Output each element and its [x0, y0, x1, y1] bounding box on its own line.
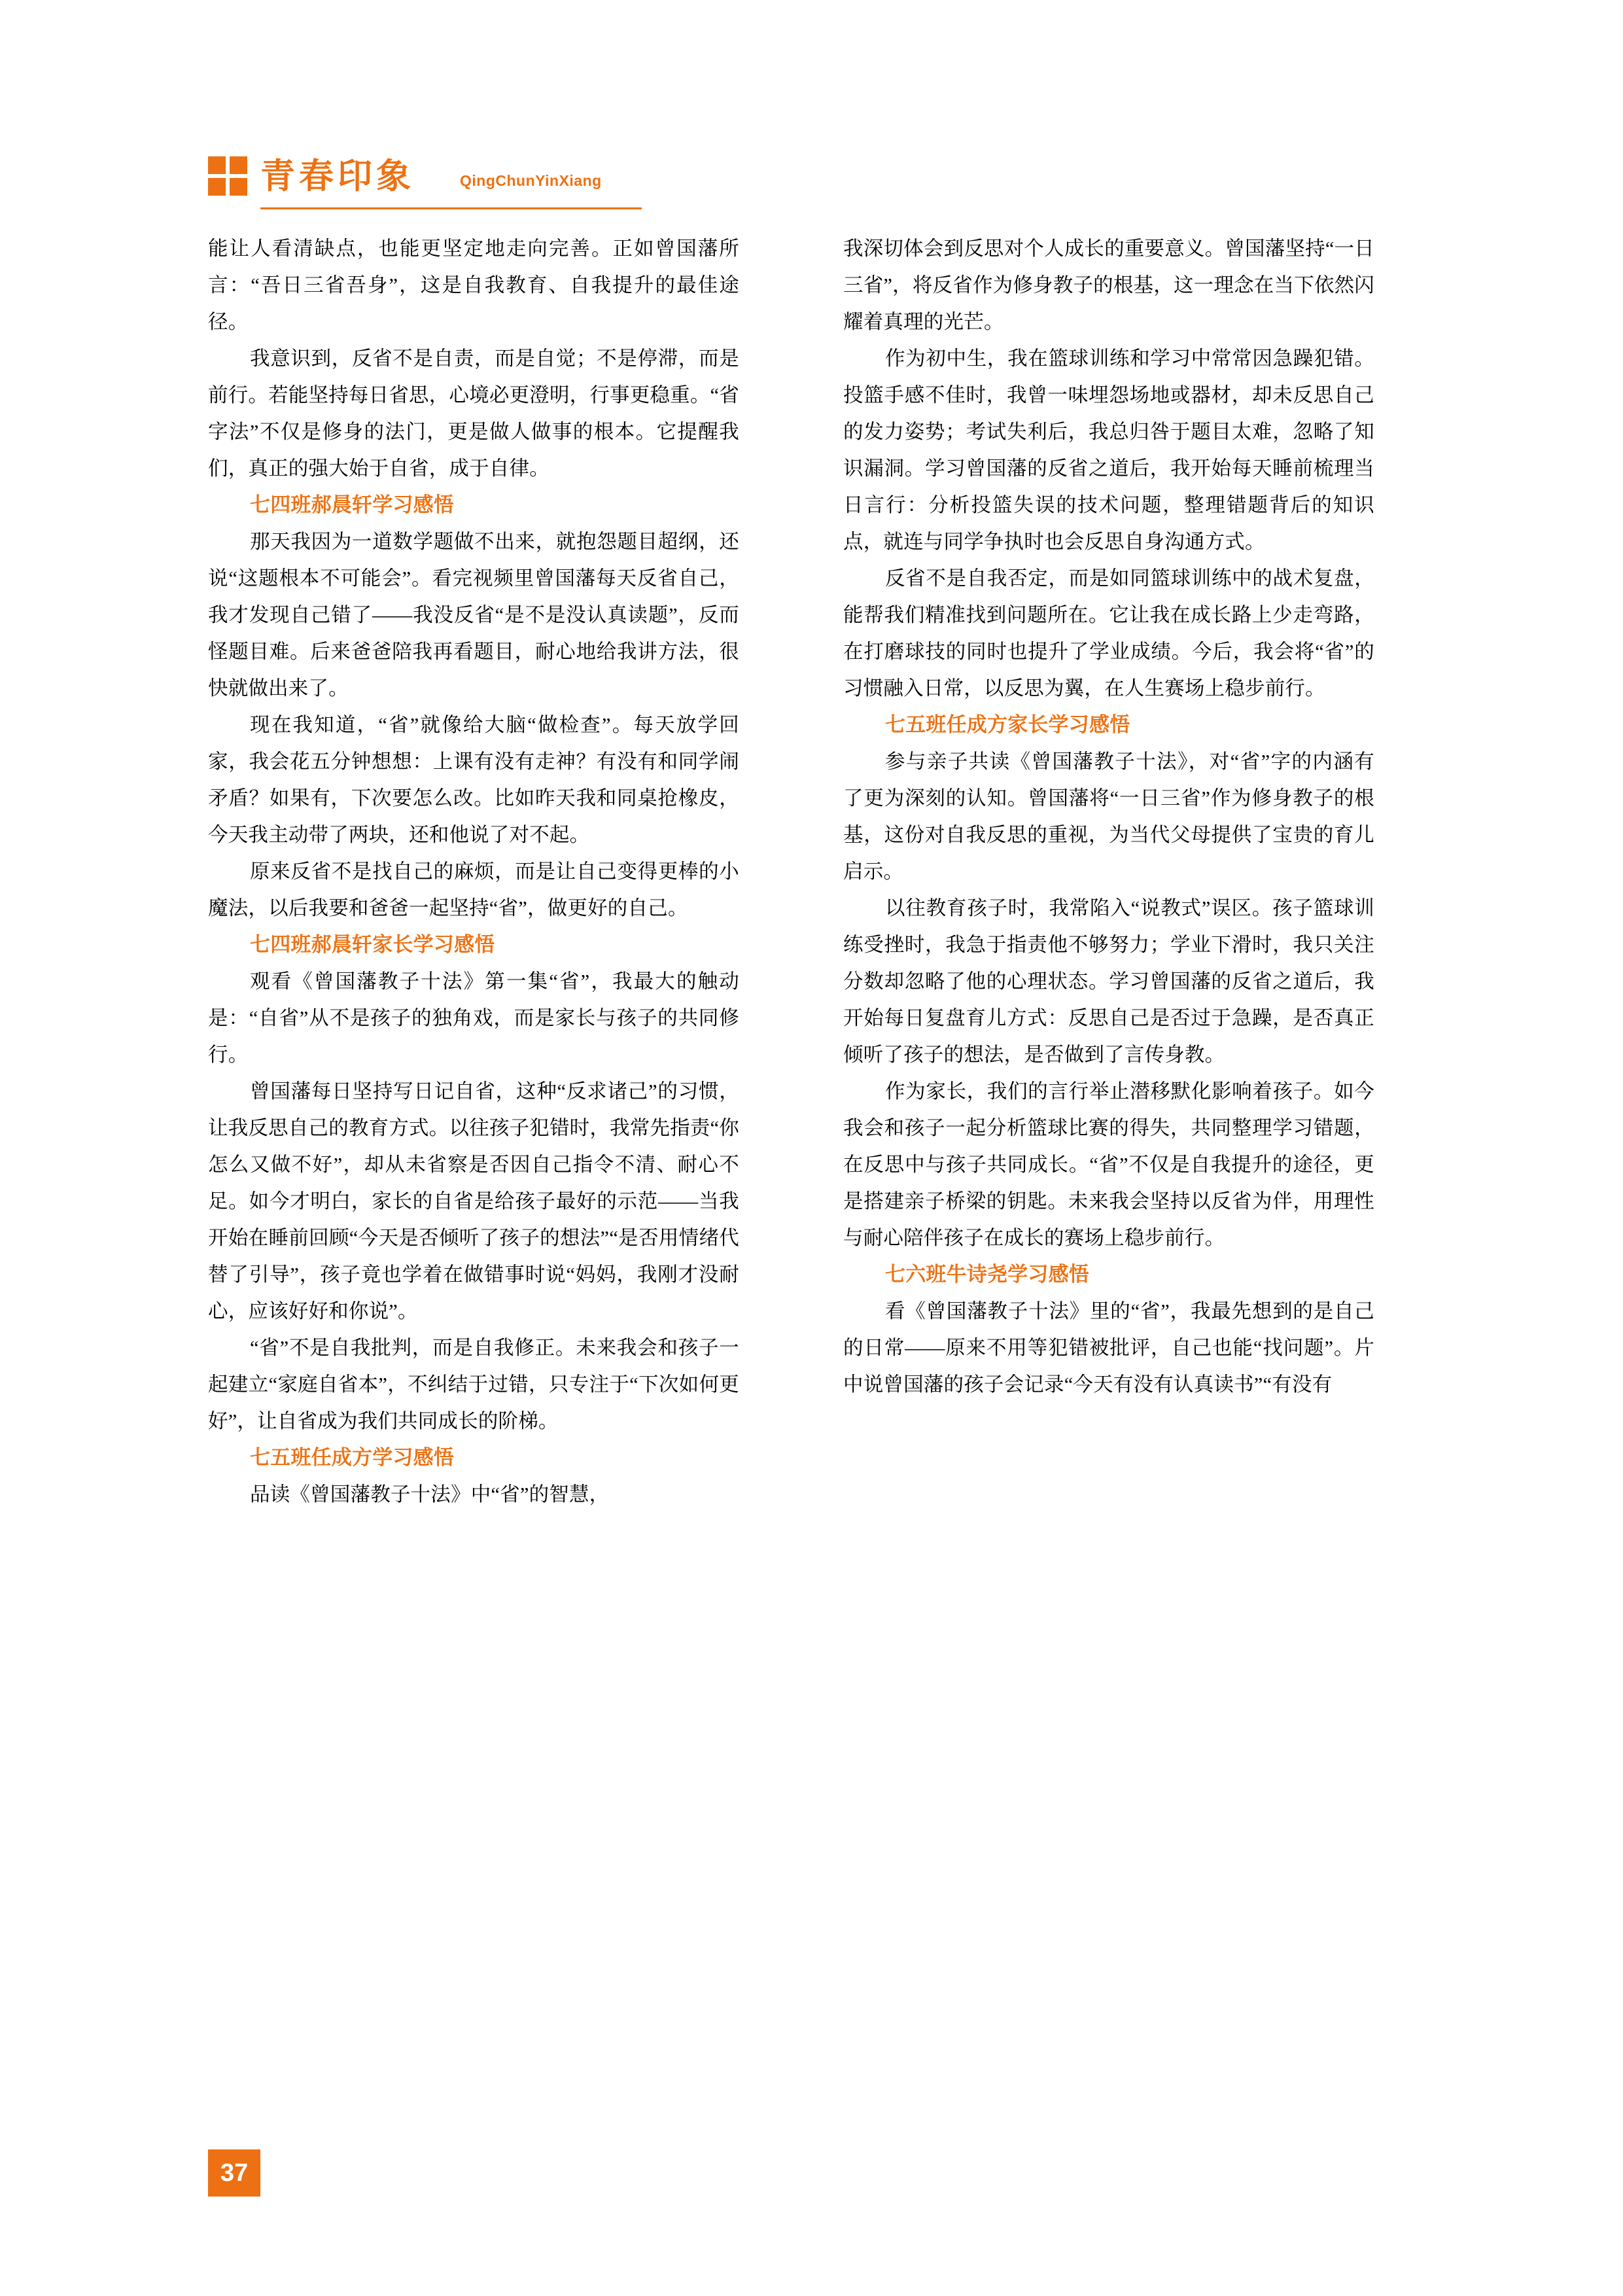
body-paragraph: 品读《曾国藩教子十法》中“省”的智慧，	[250, 1483, 610, 1506]
section-heading: 七五班任成方家长学习感悟	[885, 713, 1130, 736]
page-number: 37	[220, 2159, 249, 2187]
body-paragraph: 那天我因为一道数学题做不出来，就抱怨题目超纲，还说“这题根本不可能会”。看完视频里曾国藩每天反省自己，我才发现自己错了——我没反省“是不是没认真读题”，反而怪题目难。后来爸爸陪我再看题目，耐心地给我讲方法，很快就做出来了。	[208, 531, 739, 699]
body-paragraph: 原来反省不是找自己的麻烦，而是让自己变得更棒的小魔法，以后我要和爸爸一起坚持“省”，做更好的自己。	[208, 860, 739, 919]
body-paragraph: 以往教育孩子时，我常陷入“说教式”误区。孩子篮球训练受挫时，我急于指责他不够努力；学业下滑时，我只关注分数却忽略了他的心理状态。学习曾国藩的反省之道后，我开始每日复盘育儿方式：反思自己是否过于急躁，是否真正倾听了孩子的想法，是否做到了言传身教。	[843, 897, 1374, 1066]
body-paragraph: 能让人看清缺点，也能更坚定地走向完善。正如曾国藩所言：“吾日三省吾身”，这是自我教育、自我提升的最佳途径。	[208, 238, 739, 333]
body-paragraph: 看《曾国藩教子十法》里的“省”，我最先想到的是自己的日常——原来不用等犯错被批评，自己也能“找问题”。片中说曾国藩的孩子会记录“今天有没有认真读书”“有没有	[843, 1300, 1374, 1396]
page-header	[208, 147, 1425, 222]
magazine-title: 青春印象	[260, 156, 415, 196]
body-paragraph: 我意识到，反省不是自责，而是自觉；不是停滞，而是前行。若能坚持每日省思，心境必更澄明，行事更稳重。“省字法”不仅是修身的法门，更是做人做事的根本。它提醒我们，真正的强大始于自省，成于自律。	[208, 347, 739, 480]
page-number-badge	[208, 2149, 260, 2197]
body-paragraph: 观看《曾国藩教子十法》第一集“省”，我最大的触动是：“自省”从不是孩子的独角戏，而是家长与孩子的共同修行。	[208, 970, 739, 1066]
section-heading: 七四班郝晨轩家长学习感悟	[250, 933, 495, 956]
body-paragraph: 作为家长，我们的言行举止潜移默化影响着孩子。如今我会和孩子一起分析篮球比赛的得失，共同整理学习错题，在反思中与孩子共同成长。“省”不仅是自我提升的途径，更是搭建亲子桥梁的钥匙。未来我会坚持以反省为伴，用理性与耐心陪伴孩子在成长的赛场上稳步前行。	[843, 1080, 1374, 1249]
section-heading: 七六班牛诗尧学习感悟	[885, 1263, 1089, 1286]
left-text-column	[208, 230, 739, 1513]
header-divider	[260, 207, 642, 209]
section-heading: 七五班任成方学习感悟	[250, 1446, 454, 1469]
body-paragraph: 我深切体会到反思对个人成长的重要意义。曾国藩坚持“一日三省”，将反省作为修身教子的根基，这一理念在当下依然闪耀着真理的光芒。	[843, 238, 1374, 333]
body-paragraph: 曾国藩每日坚持写日记自省，这种“反求诸己”的习惯，让我反思自己的教育方式。以往孩子犯错时，我常先指责“你怎么又做不好”，却从未省察是否因自己指令不清、耐心不足。如今才明白，家长的自省是给孩子最好的示范——当我开始在睡前回顾“今天是否倾听了孩子的想法”“是否用情绪代替了引导”，孩子竟也学着在做错事时说“妈妈，我刚才没耐心，应该好好和你说”。	[208, 1080, 739, 1322]
body-paragraph: “省”不是自我批判，而是自我修正。未来我会和孩子一起建立“家庭自省本”，不纠结于过错，只专注于“下次如何更好”，让自省成为我们共同成长的阶梯。	[208, 1337, 739, 1432]
body-paragraph: 反省不是自我否定，而是如同篮球训练中的战术复盘，能帮我们精准找到问题所在。它让我在成长路上少走弯路，在打磨球技的同时也提升了学业成绩。今后，我会将“省”的习惯融入日常，以反思为翼，在人生赛场上稳步前行。	[843, 567, 1374, 699]
body-paragraph: 现在我知道，“省”就像给大脑“做检查”。每天放学回家，我会花五分钟想想：上课有没有走神？有没有和同学闹矛盾？如果有，下次要怎么改。比如昨天我和同桌抢橡皮，今天我主动带了两块，还和他说了对不起。	[208, 714, 739, 846]
body-paragraph: 作为初中生，我在篮球训练和学习中常常因急躁犯错。投篮手感不佳时，我曾一味埋怨场地或器材，却未反思自己的发力姿势；考试失利后，我总归咎于题目太难，忽略了知识漏洞。学习曾国藩的反省之道后，我开始每天睡前梳理当日言行：分析投篮失误的技术问题，整理错题背后的知识点，就连与同学争执时也会反思自身沟通方式。	[843, 347, 1374, 553]
four-squares-logo-icon	[208, 156, 249, 197]
body-paragraph: 参与亲子共读《曾国藩教子十法》，对“省”字的内涵有了更为深刻的认知。曾国藩将“一日三省”作为修身教子的根基，这份对自我反思的重视，为当代父母提供了宝贵的育儿启示。	[843, 751, 1374, 883]
section-heading: 七四班郝晨轩学习感悟	[250, 493, 454, 516]
right-text-column	[843, 230, 1374, 1403]
magazine-subtitle: QingChunYinXiang	[460, 172, 602, 189]
